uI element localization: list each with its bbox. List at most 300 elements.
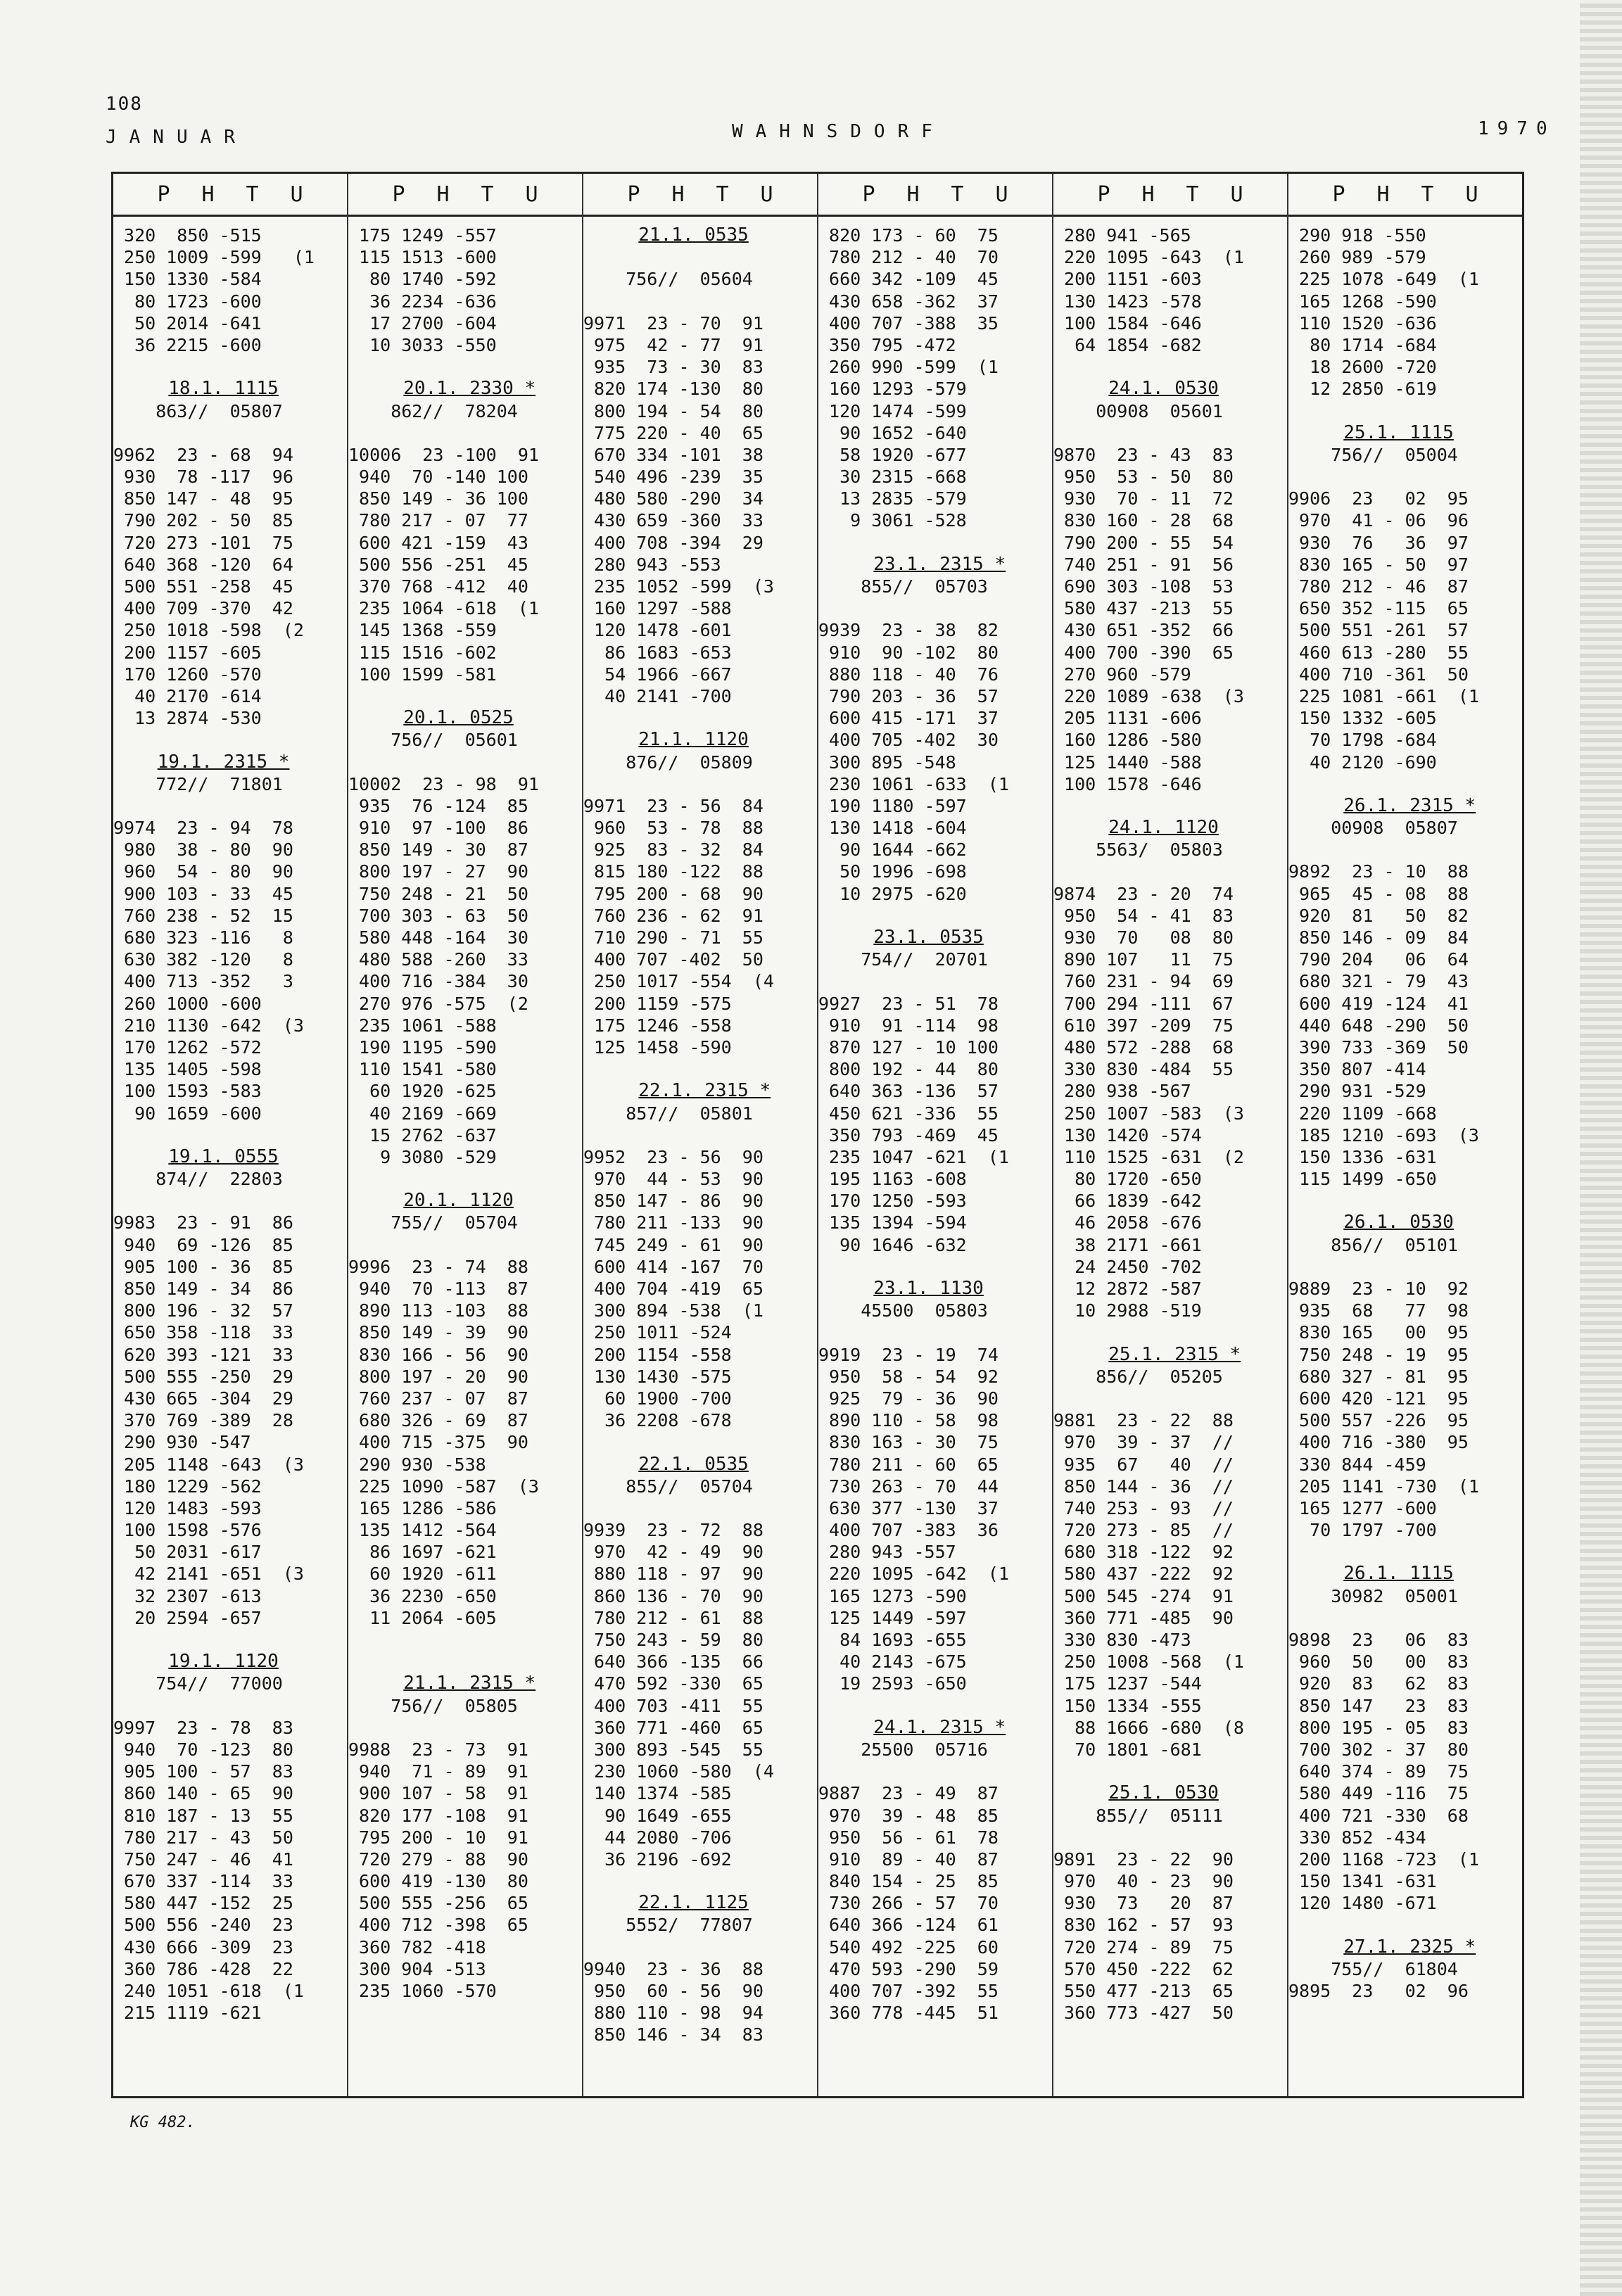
year-label: 1970 — [1478, 118, 1556, 139]
data-row — [113, 1190, 347, 1212]
data-row: 400 703 -411 55 — [583, 1695, 764, 1716]
data-row: 935 67 40 // — [1053, 1454, 1234, 1475]
data-row: 470 593 -290 59 — [818, 1958, 999, 1979]
data-row: 60 1920 -611 — [348, 1564, 497, 1585]
data-row: 90 1646 -632 — [818, 1234, 967, 1255]
data-row: 160 1293 -579 — [818, 379, 967, 400]
data-row: 9939 23 - 72 88 — [583, 1520, 764, 1541]
data-row: 500 545 -274 91 — [1053, 1585, 1234, 1606]
data-row: 400 700 -390 65 — [1053, 642, 1234, 663]
column-header-row — [113, 174, 1522, 217]
data-row: 480 572 -288 68 — [1053, 1036, 1234, 1058]
data-row: 225 1081 -661 (1 — [1288, 685, 1479, 706]
data-row: 100 1578 -646 — [1053, 773, 1202, 794]
sounding-heading: 19.1. 1120 — [168, 1651, 279, 1673]
data-row: 38 2171 -661 — [1053, 1234, 1202, 1255]
data-row: 9881 23 - 22 88 — [1053, 1410, 1234, 1431]
data-row: 580 437 -213 55 — [1053, 598, 1234, 619]
data-row: 260 989 -579 — [1288, 247, 1426, 268]
data-row: 400 716 -380 95 — [1288, 1432, 1469, 1453]
data-row: 70 1801 -681 — [1053, 1739, 1202, 1760]
data-row: 120 1474 -599 — [818, 400, 967, 421]
data-row: 9988 23 - 73 91 — [348, 1739, 528, 1760]
data-row: 86 1697 -621 — [348, 1542, 497, 1563]
data-row — [348, 1651, 582, 1673]
data-row: 185 1210 -693 (3 — [1288, 1124, 1479, 1146]
data-row: 540 496 -239 35 — [583, 467, 764, 488]
sounding-heading: 27.1. 2325 * — [1343, 1936, 1476, 1958]
data-row: 300 893 -545 55 — [583, 1739, 764, 1760]
data-row: 9898 23 06 83 — [1288, 1630, 1469, 1650]
data-row: 730 266 - 57 70 — [818, 1893, 999, 1914]
sounding-heading: 21.1. 2315 * — [403, 1673, 536, 1694]
data-row: 820 174 -130 80 — [583, 379, 764, 400]
data-row: 290 930 -547 — [113, 1432, 251, 1453]
data-row: 150 1334 -555 — [1053, 1695, 1202, 1716]
data-row: 480 580 -290 34 — [583, 488, 764, 509]
data-row: 210 1130 -642 (3 — [113, 1015, 304, 1036]
data-row: 120 1480 -671 — [1288, 1893, 1437, 1914]
data-row: 935 76 -124 85 — [348, 795, 528, 816]
data-row: 855// 05704 — [583, 1476, 753, 1497]
data-row: 12 2872 -587 — [1053, 1279, 1202, 1299]
data-row: 280 938 -567 — [1053, 1081, 1191, 1102]
page-number: 108 — [106, 94, 143, 115]
data-row: 400 709 -370 42 — [113, 598, 293, 619]
data-row: 400 705 -402 30 — [818, 730, 999, 751]
data-row: 680 323 -116 8 — [113, 927, 293, 948]
data-row: 600 415 -171 37 — [818, 708, 999, 729]
data-row: 215 1119 -621 — [113, 2003, 262, 2024]
data-row: 60 1900 -700 — [583, 1388, 732, 1409]
data-row: 200 1151 -603 — [1053, 269, 1202, 290]
data-row: 120 1478 -601 — [583, 620, 732, 641]
data-row: 205 1148 -643 (3 — [113, 1454, 304, 1475]
data-row: 500 551 -258 45 — [113, 576, 293, 597]
data-row: 19 2593 -650 — [818, 1673, 967, 1694]
data-row: 270 960 -579 — [1053, 664, 1191, 685]
data-row: 790 202 - 50 85 — [113, 510, 293, 531]
data-row: 755// 61804 — [1288, 1958, 1458, 1979]
data-row: 66 1839 -642 — [1053, 1191, 1202, 1212]
sounding-heading: 22.1. 2315 * — [638, 1080, 771, 1102]
data-row — [1053, 1761, 1287, 1782]
data-row: 36 2230 -650 — [348, 1585, 497, 1606]
data-row: 5563/ 05803 — [1053, 839, 1223, 861]
data-row: 856// 05205 — [1053, 1366, 1223, 1387]
sounding-heading: 23.1. 1130 — [873, 1278, 984, 1299]
column-header-letter: H — [1141, 182, 1155, 207]
data-row: 360 771 -485 90 — [1053, 1607, 1234, 1628]
data-row: 440 648 -290 50 — [1288, 1015, 1469, 1036]
data-row: 850 146 - 34 83 — [583, 2024, 764, 2046]
data-row: 905 100 - 57 83 — [113, 1761, 293, 1782]
data-row: 910 89 - 40 87 — [818, 1848, 999, 1870]
data-row: 745 249 - 61 90 — [583, 1234, 764, 1255]
data-row: 830 165 - 50 97 — [1288, 554, 1469, 575]
data-row: 580 448 -164 30 — [348, 927, 528, 948]
data-row: 350 807 -414 — [1288, 1059, 1426, 1080]
column-header-letter: U — [525, 182, 538, 207]
data-row: 640 366 -135 66 — [583, 1651, 764, 1673]
data-row: 165 1268 -590 — [1288, 291, 1437, 312]
data-row: 220 1089 -638 (3 — [1053, 685, 1244, 706]
data-row: 80 1714 -684 — [1288, 334, 1437, 355]
data-row: 820 173 - 60 75 — [818, 225, 999, 246]
data-row: 165 1286 -586 — [348, 1497, 497, 1518]
data-row: 960 54 - 80 90 — [113, 861, 293, 882]
data-row: 910 91 -114 98 — [818, 1015, 999, 1036]
data-row: 240 1051 -618 (1 — [113, 1981, 304, 2001]
data-row: 40 2170 -614 — [113, 685, 262, 706]
data-row: 84 1693 -655 — [818, 1630, 967, 1650]
month-title: JANUAR — [106, 127, 248, 148]
column-header-letter: T — [246, 182, 259, 207]
data-row — [1053, 1388, 1287, 1409]
data-row — [1288, 1541, 1522, 1563]
data-row: 500 555 -250 29 — [113, 1366, 293, 1387]
data-row: 360 771 -460 65 — [583, 1717, 764, 1738]
data-row: 150 1336 -631 — [1288, 1146, 1437, 1167]
data-row: 220 1095 -643 (1 — [1053, 247, 1244, 268]
sounding-heading: 20.1. 1120 — [403, 1190, 514, 1212]
data-column-4 — [818, 215, 1053, 2096]
data-row: 90 1649 -655 — [583, 1805, 732, 1826]
data-row — [113, 729, 347, 751]
data-row: 680 327 - 81 95 — [1288, 1366, 1469, 1387]
data-row: 863// 05807 — [113, 400, 283, 421]
data-row — [348, 1234, 582, 1256]
data-row: 9971 23 - 56 84 — [583, 795, 764, 816]
data-row: 90 1652 -640 — [818, 422, 967, 443]
data-row: 700 294 -111 67 — [1053, 993, 1234, 1014]
data-column-6 — [1288, 215, 1522, 2096]
data-row — [1288, 773, 1522, 795]
data-row: 855// 05111 — [1053, 1805, 1223, 1826]
data-row: 150 1330 -584 — [113, 269, 262, 290]
data-row: 5552/ 77807 — [583, 1915, 753, 1936]
data-row: 400 707 -402 50 — [583, 949, 764, 970]
data-row: 870 127 - 10 100 — [818, 1036, 999, 1058]
data-row: 930 76 36 97 — [1288, 532, 1469, 553]
data-row: 850 147 23 83 — [1288, 1695, 1469, 1716]
column-header-cell — [583, 174, 818, 215]
data-row: 760 237 - 07 87 — [348, 1388, 528, 1409]
data-row: 790 203 - 36 57 — [818, 685, 999, 706]
data-row: 205 1141 -730 (1 — [1288, 1476, 1479, 1497]
data-row — [818, 532, 1052, 554]
data-row: 9870 23 - 43 83 — [1053, 444, 1234, 465]
data-row: 320 850 -515 — [113, 225, 262, 246]
data-row: 110 1541 -580 — [348, 1059, 497, 1080]
sounding-heading: 25.1. 0530 — [1108, 1782, 1219, 1804]
data-row: 760 236 - 62 91 — [583, 905, 764, 926]
data-row: 640 368 -120 64 — [113, 554, 293, 575]
data-row: 36 2208 -678 — [583, 1410, 732, 1431]
column-header-letter: P — [862, 182, 875, 207]
sounding-heading: 19.1. 2315 * — [157, 751, 290, 773]
data-row: 12 2850 -619 — [1288, 379, 1437, 400]
sounding-heading: 22.1. 0535 — [638, 1453, 749, 1475]
data-row: 120 1483 -593 — [113, 1497, 262, 1518]
data-row: 756// 05604 — [583, 269, 753, 290]
data-row: 755// 05704 — [348, 1212, 518, 1233]
data-row: 400 721 -330 68 — [1288, 1805, 1469, 1826]
data-row: 970 44 - 53 90 — [583, 1169, 764, 1190]
data-row: 360 786 -428 22 — [113, 1958, 293, 1979]
data-row: 940 70 -113 87 — [348, 1279, 528, 1299]
data-row: 430 665 -304 29 — [113, 1388, 293, 1409]
data-row: 9874 23 - 20 74 — [1053, 883, 1234, 904]
data-row: 960 53 - 78 88 — [583, 818, 764, 839]
column-header-letter: T — [1421, 182, 1434, 207]
data-row: 750 248 - 19 95 — [1288, 1344, 1469, 1365]
data-row: 756// 05805 — [348, 1695, 518, 1716]
data-row: 680 318 -122 92 — [1053, 1542, 1234, 1563]
data-row: 640 363 -136 57 — [818, 1081, 999, 1102]
data-row: 700 302 - 37 80 — [1288, 1739, 1469, 1760]
data-row: 650 352 -115 65 — [1288, 598, 1469, 619]
data-row: 820 177 -108 91 — [348, 1805, 528, 1826]
data-row: 24 2450 -702 — [1053, 1256, 1202, 1277]
data-row: 600 414 -167 70 — [583, 1256, 764, 1277]
data-row: 400 707 -388 35 — [818, 312, 999, 334]
data-row: 360 773 -427 50 — [1053, 2003, 1234, 2024]
data-column-5 — [1053, 215, 1288, 2096]
data-row: 9971 23 - 70 91 — [583, 312, 764, 334]
data-row: 250 1009 -599 (1 — [113, 247, 315, 268]
column-header-cell — [1053, 174, 1288, 215]
data-row: 40 2169 -669 — [348, 1103, 497, 1124]
data-row: 830 165 00 95 — [1288, 1322, 1469, 1343]
sounding-heading: 25.1. 2315 * — [1108, 1343, 1241, 1365]
data-row: 80 1740 -592 — [348, 269, 497, 290]
data-row: 40 2143 -675 — [818, 1651, 967, 1673]
data-row: 130 1420 -574 — [1053, 1124, 1202, 1146]
data-row — [1288, 400, 1522, 422]
data-row: 200 1157 -605 — [113, 642, 262, 663]
data-row — [818, 1761, 1052, 1782]
data-row: 830 162 - 57 93 — [1053, 1915, 1234, 1936]
data-row: 58 1920 -677 — [818, 444, 967, 465]
column-header-letter: U — [995, 182, 1008, 207]
data-row: 860 136 - 70 90 — [583, 1585, 764, 1606]
sounding-heading: 23.1. 2315 * — [873, 553, 1006, 575]
data-row: 640 374 - 89 75 — [1288, 1761, 1469, 1782]
data-row: 250 1017 -554 (4 — [583, 971, 774, 992]
data-row: 42 2141 -651 (3 — [113, 1564, 304, 1585]
data-row: 700 303 - 63 50 — [348, 905, 528, 926]
data-row: 140 1374 -585 — [583, 1783, 732, 1804]
data-row: 500 557 -226 95 — [1288, 1410, 1469, 1431]
data-row — [1053, 356, 1287, 378]
data-row: 300 894 -538 (1 — [583, 1300, 764, 1321]
data-row: 750 243 - 59 80 — [583, 1630, 764, 1650]
data-row: 165 1273 -590 — [818, 1585, 967, 1606]
data-row — [348, 1717, 582, 1739]
column-header-letter: U — [1230, 182, 1243, 207]
data-row: 800 197 - 20 90 — [348, 1366, 528, 1387]
data-row: 790 204 06 64 — [1288, 949, 1469, 970]
data-row: 64 1854 -682 — [1053, 334, 1202, 355]
sounding-heading: 21.1. 0535 — [638, 224, 749, 246]
data-row: 280 941 -565 — [1053, 225, 1191, 246]
data-row — [1288, 466, 1522, 488]
column-header-letter: T — [481, 182, 494, 207]
data-row: 950 56 - 61 78 — [818, 1827, 999, 1848]
sounding-heading: 19.1. 0555 — [168, 1146, 279, 1167]
sounding-heading: 21.1. 1120 — [638, 729, 749, 751]
data-row: 970 40 - 23 90 — [1053, 1871, 1234, 1892]
data-row: 15 2762 -637 — [348, 1124, 497, 1146]
data-row — [583, 246, 817, 268]
data-row: 830 160 - 28 68 — [1053, 510, 1234, 531]
data-row: 40 2141 -700 — [583, 685, 732, 706]
data-row: 930 78 -117 96 — [113, 467, 293, 488]
data-row: 50 2014 -641 — [113, 312, 262, 334]
data-row: 460 613 -280 55 — [1288, 642, 1469, 663]
data-row — [113, 795, 347, 817]
data-row: 890 107 11 75 — [1053, 949, 1234, 970]
data-row: 10006 23 -100 91 — [348, 444, 539, 465]
data-row: 330 830 -473 — [1053, 1630, 1191, 1650]
data-row: 110 1525 -631 (2 — [1053, 1146, 1244, 1167]
data-row: 730 263 - 70 44 — [818, 1476, 999, 1497]
data-row — [1288, 1914, 1522, 1936]
sounding-heading: 24.1. 2315 * — [873, 1716, 1006, 1738]
data-row: 290 930 -538 — [348, 1454, 486, 1475]
data-row: 795 200 - 68 90 — [583, 883, 764, 904]
data-row: 9983 23 - 91 86 — [113, 1212, 293, 1233]
data-row: 88 1666 -680 (8 — [1053, 1717, 1244, 1738]
column-header-letter: T — [1186, 182, 1199, 207]
data-row: 850 149 - 39 90 — [348, 1322, 528, 1343]
data-row: 160 1286 -580 — [1053, 730, 1202, 751]
scan-edge — [1580, 0, 1622, 2296]
data-row: 195 1163 -608 — [818, 1169, 967, 1190]
data-row: 680 326 - 69 87 — [348, 1410, 528, 1431]
data-row — [1053, 1321, 1287, 1343]
data-columns — [113, 215, 1522, 2096]
data-row: 170 1262 -572 — [113, 1036, 262, 1058]
data-row: 135 1394 -594 — [818, 1212, 967, 1233]
data-row: 13 2874 -530 — [113, 708, 262, 729]
data-row: 90 1659 -600 — [113, 1103, 262, 1124]
data-row: 965 45 - 08 88 — [1288, 883, 1469, 904]
data-row — [1053, 422, 1287, 444]
data-row: 580 447 -152 25 — [113, 1893, 293, 1914]
data-row: 600 419 -130 80 — [348, 1871, 528, 1892]
data-row: 600 420 -121 95 — [1288, 1388, 1469, 1409]
data-row: 175 1249 -557 — [348, 225, 497, 246]
data-row: 400 708 -394 29 — [583, 532, 764, 553]
data-column-3 — [583, 215, 818, 2096]
data-row — [1288, 1607, 1522, 1629]
column-header-letter: P — [1332, 182, 1345, 207]
data-row: 125 1449 -597 — [818, 1607, 967, 1628]
data-row — [583, 773, 817, 795]
data-row: 18 2600 -720 — [1288, 357, 1437, 378]
data-row: 880 118 - 40 76 — [818, 664, 999, 685]
data-row: 280 943 -553 — [583, 554, 721, 575]
data-row: 970 42 - 49 90 — [583, 1542, 764, 1563]
data-row: 880 110 - 98 94 — [583, 2003, 764, 2024]
data-row: 205 1131 -606 — [1053, 708, 1202, 729]
data-row: 857// 05801 — [583, 1103, 753, 1124]
data-row: 430 666 -309 23 — [113, 1936, 293, 1958]
data-row: 850 144 - 36 // — [1053, 1476, 1234, 1497]
data-row — [113, 1695, 347, 1717]
data-row: 780 211 -133 90 — [583, 1212, 764, 1233]
data-row: 250 1008 -568 (1 — [1053, 1651, 1244, 1673]
data-row: 750 247 - 46 41 — [113, 1848, 293, 1870]
data-row: 300 895 -548 — [818, 751, 956, 773]
data-row: 430 651 -352 66 — [1053, 620, 1234, 641]
data-row: 130 1430 -575 — [583, 1366, 732, 1387]
column-header-letter: P — [392, 182, 405, 207]
data-row: 815 180 -122 88 — [583, 861, 764, 882]
data-row: 190 1195 -590 — [348, 1036, 497, 1058]
column-header-letter: H — [436, 182, 450, 207]
data-row: 260 990 -599 (1 — [818, 357, 999, 378]
data-row: 36 2234 -636 — [348, 291, 497, 312]
data-row: 280 943 -557 — [818, 1542, 956, 1563]
data-row: 910 90 -102 80 — [818, 642, 999, 663]
data-row — [583, 1058, 817, 1080]
data-row: 920 81 50 82 — [1288, 905, 1469, 926]
data-row: 720 274 - 89 75 — [1053, 1936, 1234, 1958]
data-row: 220 1109 -668 — [1288, 1103, 1437, 1124]
data-row: 330 844 -459 — [1288, 1454, 1426, 1475]
data-row — [348, 1168, 582, 1190]
data-row: 890 110 - 58 98 — [818, 1410, 999, 1431]
data-row: 110 1520 -636 — [1288, 312, 1437, 334]
column-header-letter: T — [716, 182, 729, 207]
data-row: 150 1341 -631 — [1288, 1871, 1437, 1892]
data-row: 125 1458 -590 — [583, 1036, 732, 1058]
data-row: 500 551 -261 57 — [1288, 620, 1469, 641]
data-row: 880 118 - 97 90 — [583, 1564, 764, 1585]
data-row: 630 382 -120 8 — [113, 949, 293, 970]
column-header-letter: P — [1097, 182, 1110, 207]
data-row: 9919 23 - 19 74 — [818, 1344, 999, 1365]
data-row: 360 782 -418 — [348, 1936, 486, 1958]
sounding-heading: 26.1. 1115 — [1343, 1563, 1454, 1585]
data-row: 10002 23 - 98 91 — [348, 773, 539, 794]
column-header-letter: P — [627, 182, 640, 207]
data-row: 850 147 - 48 95 — [113, 488, 293, 509]
data-row: 80 1720 -650 — [1053, 1169, 1202, 1190]
data-row: 46 2058 -676 — [1053, 1212, 1202, 1233]
data-row — [818, 1256, 1052, 1278]
data-row — [818, 597, 1052, 619]
data-row: 235 1060 -570 — [348, 1981, 497, 2001]
data-row: 930 70 08 80 — [1053, 927, 1234, 948]
data-row: 235 1047 -621 (1 — [818, 1146, 1009, 1167]
data-row — [583, 1870, 817, 1892]
data-row: 390 733 -369 50 — [1288, 1036, 1469, 1058]
data-row: 760 238 - 52 15 — [113, 905, 293, 926]
data-row: 950 60 - 56 90 — [583, 1981, 764, 2001]
data-row: 580 449 -116 75 — [1288, 1783, 1469, 1804]
data-row: 300 904 -513 — [348, 1958, 486, 1979]
data-row: 940 70 -140 100 — [348, 467, 528, 488]
data-row: 670 334 -101 38 — [583, 444, 764, 465]
data-row: 250 1011 -524 — [583, 1322, 732, 1343]
data-row: 60 1920 -625 — [348, 1081, 497, 1102]
data-row: 10 2988 -519 — [1053, 1300, 1202, 1321]
form-number: KG 482. — [130, 2114, 196, 2131]
